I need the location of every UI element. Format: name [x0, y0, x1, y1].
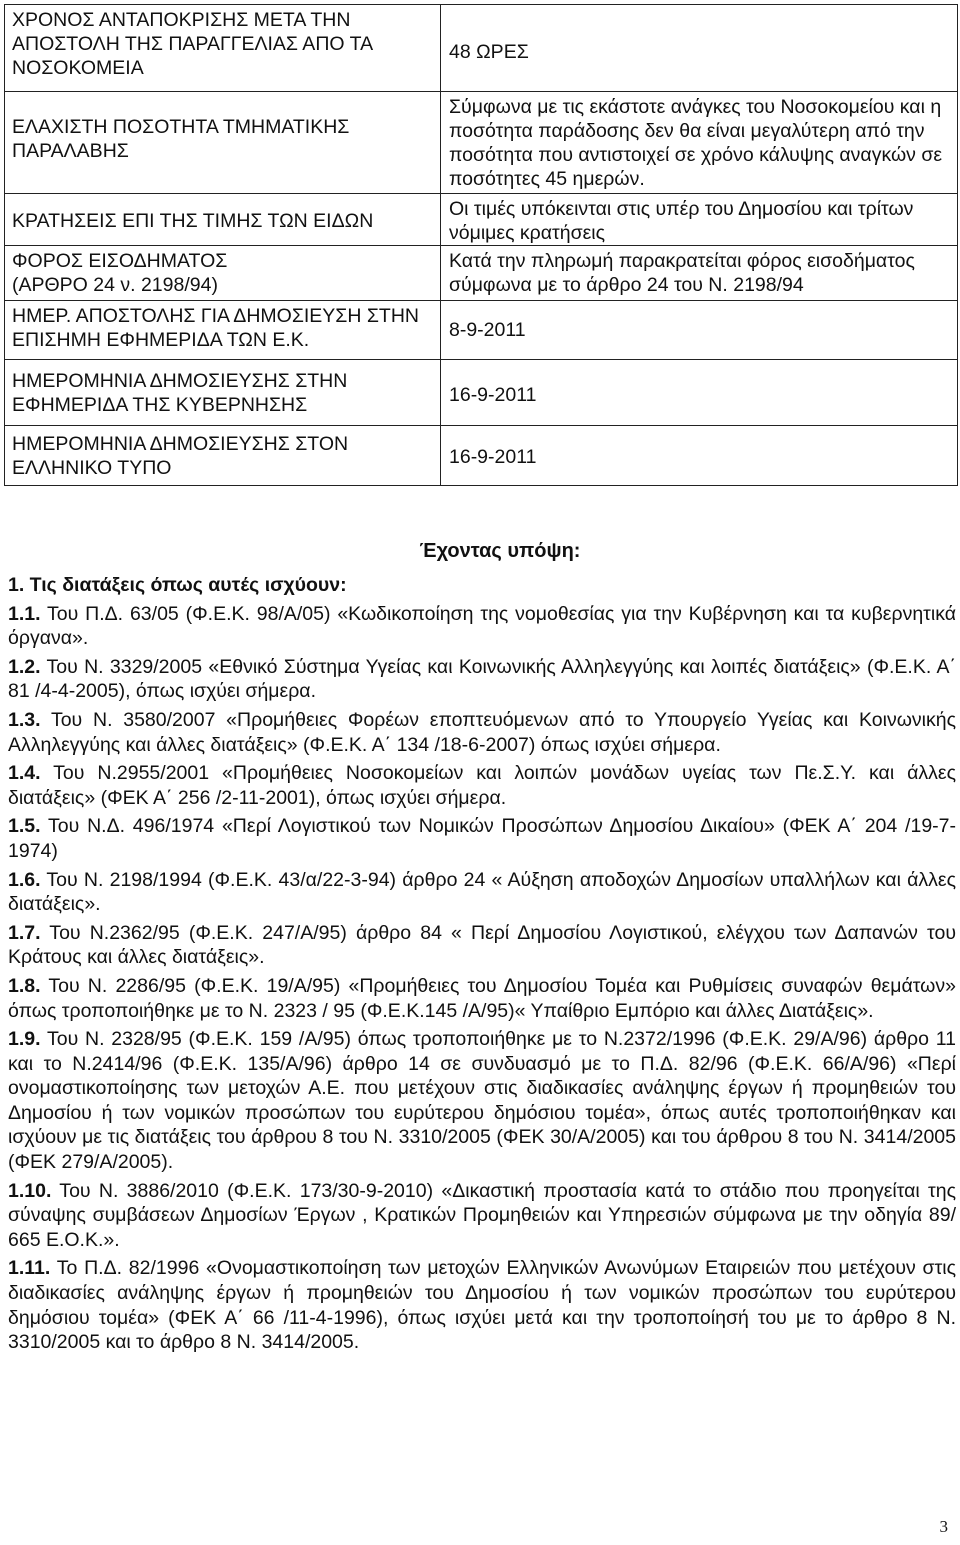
item-text: Του Ν.2362/95 (Φ.Ε.Κ. 247/Α/95) άρθρο 84 « Περί Δημοσίου Λογιστικού, ελέγχου των Δαπανών του Κράτους και άλλες διατάξεις». [8, 921, 956, 969]
table-row [5, 5, 958, 92]
table-row [5, 360, 958, 426]
list-item [8, 708, 956, 757]
item-text: Του Ν.2955/2001 «Προμήθειες Νοσοκομείων και λοιπών μονάδων υγείας των Πε.Σ.Υ. και άλλες διατάξεις» (ΦΕΚ Α΄ 256 /2-11-2001), όπως ισχύει σήμερα. [8, 762, 956, 809]
table-row [5, 246, 958, 301]
list-item [8, 921, 956, 970]
row-label-cell [5, 360, 441, 426]
row-value-cell [441, 246, 958, 301]
table-row [5, 301, 958, 360]
list-item [8, 814, 956, 863]
taking-into-account-heading: Έχοντας υπόψη: [419, 540, 581, 562]
row-label-cell [5, 301, 441, 360]
item-text: Του Ν. 3580/2007 «Προμήθειες Φορέων εποπτευόμενων από το Υπουργείο Υγείας και Κοινωνικής Αλληλεγγύης και άλλες διατάξεις» (Φ.Ε.Κ. Α΄ 134 /18-6-2007) όπως ισχύει σήμερα. [8, 708, 956, 756]
item-number: 1.11. [8, 1257, 51, 1280]
row-value-cell [441, 301, 958, 360]
item-number: 1.9. [8, 1028, 41, 1051]
row-value-cell [441, 194, 958, 246]
item-number: 1.8. [8, 974, 41, 997]
row-label: ΚΡΑΤΗΣΕΙΣ ΕΠΙ ΤΗΣ ΤΙΜΗΣ ΤΩΝ ΕΙΔΩΝ [12, 210, 374, 232]
row-label: ΗΜΕΡ. ΑΠΟΣΤΟΛΗΣ ΓΙΑ ΔΗΜΟΣΙΕΥΣΗ ΣΤΗΝ ΕΠΙΣΗΜΗ ΕΦΗΜΕΡΙΔΑ ΤΩΝ Ε.Κ. [12, 305, 419, 351]
item-number: 1.1. [8, 602, 41, 625]
row-value: 8-9-2011 [449, 319, 526, 341]
row-value: Οι τιμές υπόκεινται στις υπέρ του Δημοσίου και τρίτων νόμιμες κρατήσεις [449, 198, 914, 244]
item-number: 1.5. [8, 815, 41, 838]
list-item [8, 1256, 956, 1354]
row-label: ΗΜΕΡΟΜΗΝΙΑ ΔΗΜΟΣΙΕΥΣΗΣ ΣΤΗΝ ΕΦΗΜΕΡΙΔΑ ΤΗΣ ΚΥΒΕΡΝΗΣΗΣ [12, 370, 348, 416]
row-label-cell [5, 5, 441, 92]
row-label: ΗΜΕΡΟΜΗΝΙΑ ΔΗΜΟΣΙΕΥΣΗΣ ΣΤΟΝ ΕΛΛΗΝΙΚΟ ΤΥΠΟ [12, 433, 349, 479]
item-number: 1.6. [8, 868, 41, 891]
table-row [5, 194, 958, 246]
item-text: Του Π.Δ. 63/05 (Φ.Ε.Κ. 98/Α/05) «Κωδικοποίηση της νομοθεσίας για την Κυβέρνηση και τα κυβερνητικά όργανα». [8, 602, 956, 650]
item-text: Το Π.Δ. 82/1996 «Ονομαστικοποίηση των μετοχών Ελληνικών Ανωνύμων Εταιρειών που μετέχουν στις διαδικασίες ανάληψης έργων ή προμηθειών του Δημοσίου ή των νομικών προσώπων του ευρύτερου δημόσιου τομέα» (ΦΕΚ Α΄ 66 /11-4-1996), όπως ισχύει μετά και την τροποποίησή του με το άρθρο 8 Ν. 3310/2005 και το άρθρο 8 Ν. 3414/2005. [8, 1257, 956, 1354]
row-value-cell [441, 426, 958, 486]
item-number: 1.4. [8, 762, 41, 785]
table-row [5, 426, 958, 486]
item-text: Του Ν. 3886/2010 (Φ.Ε.Κ. 173/30-9-2010) «Δικαστική προστασία κατά το στάδιο που προηγείται της σύναψης συμβάσεων Δημοσίων Έργων , Κρατικών Προμηθειών και Υπηρεσιών σύμφωνα με την οδηγία 89/ 665 Ε.Ο.Κ.». [8, 1179, 956, 1251]
item-number: 1.3. [8, 708, 41, 731]
list-item [8, 761, 956, 810]
row-value: 48 ΩΡΕΣ [449, 41, 529, 63]
row-value-cell [441, 92, 958, 194]
item-number: 1.7. [8, 921, 41, 944]
row-label: ΧΡΟΝΟΣ ΑΝΤΑΠΟΚΡΙΣΗΣ ΜΕΤΑ ΤΗΝ ΑΠΟΣΤΟΛΗ ΤΗΣ ΠΑΡΑΓΓΕΛΙΑΣ ΑΠΟ ΤΑ ΝΟΣΟΚΟΜΕΙΑ [12, 9, 374, 79]
row-value: Σύμφωνα με τις εκάστοτε ανάγκες του Νοσοκομείου και η ποσότητα παράδοσης δεν θα είναι μεγαλύτερη από την ποσότητα που αντιστοιχεί σε χρόνο κάλυψης αναγκών σε ποσότητες 45 ημερών. [449, 96, 943, 190]
item-text: Του Ν.Δ. 496/1974 «Περί Λογιστικού των Νομικών Προσώπων Δημοσίου Δικαίου» (ΦΕΚ Α΄ 204 /19-7-1974) [8, 815, 956, 862]
item-text: Του Ν. 2328/95 (Φ.Ε.Κ. 159 /Α/95) όπως τροποποιήθηκε με το Ν.2372/1996 (Φ.Ε.Κ. 29/Α/96) άρθρο 11 και το Ν.2414/96 (Φ.Ε.Κ. 135/Α/96) άρθρο 14 σε συνδυασμό με το Π.Δ. 82/96 (Φ.Ε.Κ. 66/Α/96) «Περί ονομαστικοποίησης των μετοχών Α.Ε. που μετέχουν στις διαδικασίες ανάληψης έργων ή προμηθειών του Δημοσίου ή των νομικών προσώπων του ευρύτερου δημόσιου τομέα», όπως αυτές τροποποιήθηκαν και ισχύουν με τις διατάξεις του άρθρου 8 του Ν. 3310/2005 (ΦΕΚ 30/Α/2005) και του άρθρου 8 του Ν. 3414/2005 (ΦΕΚ 279/Α/2005). [8, 1028, 956, 1174]
item-number: 1.10. [8, 1179, 52, 1202]
item-number: 1.2. [8, 655, 41, 678]
item-text: Του Ν. 2286/95 (Φ.Ε.Κ. 19/Α/95) «Προμήθειες του Δημοσίου Τομέα και Ρυθμίσεις συναφών θεμάτων» όπως τροποποιήθηκε με το Ν. 2323 / 95 (Φ.Ε.Κ.145 /Α/95)« Υπαίθριο Εμπόριο και άλλες Διατάξεις». [8, 974, 956, 1022]
list-item [8, 602, 956, 651]
table-row [5, 92, 958, 194]
row-label-cell [5, 194, 441, 246]
row-label-cell [5, 426, 441, 486]
row-label-cell [5, 92, 441, 194]
list-item [8, 974, 956, 1023]
section-title: 1. Τις διατάξεις όπως αυτές ισχύουν: [8, 574, 347, 596]
row-value-cell [441, 360, 958, 426]
item-text: Του Ν. 2198/1994 (Φ.Ε.Κ. 43/α/22-3-94) άρθρο 24 « Αύξηση αποδοχών Δημοσίων υπαλλήλων και άλλες διατάξεις». [8, 868, 956, 916]
row-value: Κατά την πληρωμή παρακρατείται φόρος εισοδήματος σύμφωνα με το άρθρο 24 του Ν. 2198/94 [449, 250, 915, 296]
row-value: 16-9-2011 [449, 384, 537, 406]
legal-provisions [8, 573, 956, 1359]
row-value: 16-9-2011 [449, 446, 537, 468]
page-number: 3 [939, 1517, 948, 1536]
tender-terms-table [4, 4, 958, 486]
row-label: ΕΛΑΧΙΣΤΗ ΠΟΣΟΤΗΤΑ ΤΜΗΜΑΤΙΚΗΣ ΠΑΡΑΛΑΒΗΣ [12, 116, 350, 162]
row-label-cell [5, 246, 441, 301]
list-item [8, 1027, 956, 1175]
row-value-cell [441, 5, 958, 92]
row-label: ΦΟΡΟΣ ΕΙΣΟΔΗΜΑΤΟΣ (ΑΡΘΡΟ 24 ν. 2198/94) [12, 250, 228, 296]
list-item [8, 1179, 956, 1253]
list-item [8, 655, 956, 704]
item-text: Του Ν. 3329/2005 «Εθνικό Σύστημα Υγείας και Κοινωνικής Αλληλεγγύης και λοιπές διατάξεις» (Φ.Ε.Κ. Α΄ 81 /4-4-2005), όπως ισχύει σήμερα. [8, 655, 956, 703]
list-item [8, 868, 956, 917]
